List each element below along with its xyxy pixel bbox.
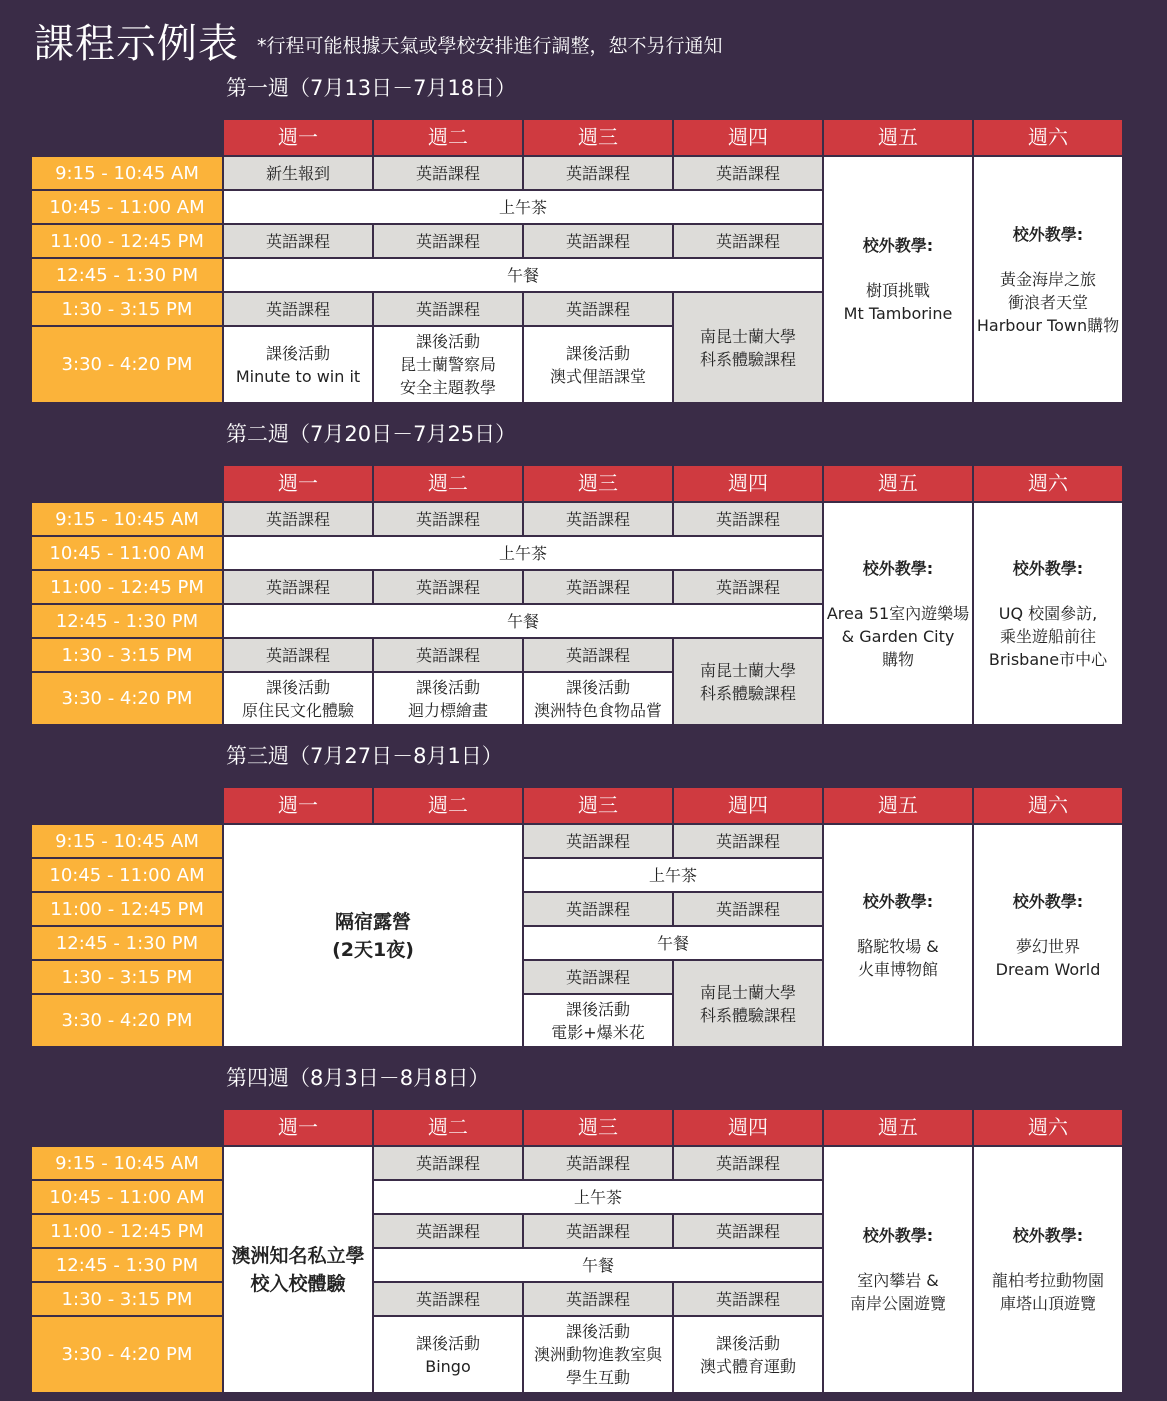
week-title: 第一週（7月13日－7月18日） <box>226 76 517 100</box>
field-trip-cell <box>974 825 1122 1046</box>
day-header: 週一 <box>224 466 372 501</box>
field-trip-label: 校外教學: <box>1012 224 1084 244</box>
class-cell: 英語課程 <box>374 225 522 257</box>
corner-spacer <box>32 466 222 501</box>
activity-label: 課後活動 <box>415 677 480 697</box>
activity-name: 澳式體育運動 <box>699 1356 796 1376</box>
day-header: 週三 <box>524 466 672 501</box>
time-slot: 1:30 - 3:15 PM <box>32 293 222 325</box>
class-cell: 新生報到 <box>224 157 372 189</box>
field-trip-cell <box>974 157 1122 402</box>
field-trip-line: 南岸公園遊覽 <box>849 1294 946 1313</box>
field-trip-line: 龍柏考拉動物園 <box>991 1271 1104 1290</box>
day-header: 週四 <box>674 788 822 823</box>
activity-cell <box>374 1317 522 1392</box>
day-header: 週一 <box>224 120 372 155</box>
field-trip-cell <box>824 825 972 1046</box>
class-cell: 英語課程 <box>224 571 372 603</box>
activity-label: 課後活動 <box>565 999 630 1019</box>
time-slot: 3:30 - 4:20 PM <box>32 1317 222 1392</box>
time-slot: 12:45 - 1:30 PM <box>32 259 222 291</box>
field-trip-label: 校外教學: <box>1012 1226 1084 1245</box>
time-slot: 10:45 - 11:00 AM <box>32 537 222 569</box>
day-header: 週五 <box>824 1110 972 1145</box>
time-slot: 1:30 - 3:15 PM <box>32 639 222 671</box>
activity-name: 迴力標繪畫 <box>407 700 488 720</box>
class-cell: 英語課程 <box>674 571 822 603</box>
lunch-cell: 午餐 <box>224 605 822 637</box>
field-trip-line: Dream World <box>995 960 1101 979</box>
field-trip-line: 火車博物館 <box>857 960 938 979</box>
time-slot: 11:00 - 12:45 PM <box>32 571 222 603</box>
tea-break-cell: 上午茶 <box>224 191 822 223</box>
class-cell: 英語課程 <box>524 961 672 993</box>
day-header: 週二 <box>374 1110 522 1145</box>
field-trip-cell <box>974 1147 1122 1392</box>
lunch-cell: 午餐 <box>224 259 822 291</box>
class-cell: 英語課程 <box>674 1147 822 1179</box>
field-trip-line: 樹頂挑戰 <box>865 281 930 300</box>
activity-cell <box>524 673 672 724</box>
field-trip-line: UQ 校園參訪, <box>998 603 1098 623</box>
class-cell: 英語課程 <box>674 1283 822 1315</box>
time-slot: 10:45 - 11:00 AM <box>32 191 222 223</box>
day-header: 週一 <box>224 1110 372 1145</box>
day-header: 週六 <box>974 120 1122 155</box>
time-slot: 1:30 - 3:15 PM <box>32 961 222 993</box>
day-header: 週四 <box>674 120 822 155</box>
week-title: 第三週（7月27日－8月1日） <box>226 744 503 768</box>
tea-break-cell: 上午茶 <box>224 537 822 569</box>
day-header: 週六 <box>974 466 1122 501</box>
activity-name: 澳洲動物進教室與 <box>533 1345 662 1364</box>
activity-name: 澳式俚語課堂 <box>549 366 646 386</box>
day-header: 週一 <box>224 788 372 823</box>
class-cell: 英語課程 <box>524 293 672 325</box>
class-cell: 英語課程 <box>374 1147 522 1179</box>
field-trip-line: Harbour Town購物 <box>976 315 1120 335</box>
field-trip-label: 校外教學: <box>862 236 934 255</box>
activity-label: 課後活動 <box>265 343 330 363</box>
field-trip-line: 黃金海岸之旅 <box>999 269 1096 289</box>
camp-cell <box>224 825 522 1046</box>
school-visit-line: 澳洲知名私立學 <box>231 1244 365 1267</box>
class-cell: 英語課程 <box>374 157 522 189</box>
class-cell: 英語課程 <box>524 639 672 671</box>
field-trip-line: 乘坐遊船前往 <box>999 626 1096 646</box>
class-cell: 英語課程 <box>674 503 822 535</box>
class-cell: 英語課程 <box>524 1283 672 1315</box>
time-slot: 9:15 - 10:45 AM <box>32 825 222 857</box>
time-slot: 9:15 - 10:45 AM <box>32 157 222 189</box>
field-trip-line: 庫塔山頂遊覽 <box>999 1294 1096 1313</box>
time-slot: 10:45 - 11:00 AM <box>32 859 222 891</box>
day-header: 週五 <box>824 466 972 501</box>
corner-spacer <box>32 120 222 155</box>
time-slot: 11:00 - 12:45 PM <box>32 225 222 257</box>
time-slot: 3:30 - 4:20 PM <box>32 327 222 402</box>
day-header: 週六 <box>974 1110 1122 1145</box>
week-3-timetable <box>32 788 1122 1046</box>
field-trip-label: 校外教學: <box>1012 558 1084 578</box>
activity-name: 學生互動 <box>565 1368 630 1387</box>
class-cell: 英語課程 <box>374 293 522 325</box>
corner-spacer <box>32 1110 222 1145</box>
class-cell: 英語課程 <box>224 293 372 325</box>
activity-cell <box>524 995 672 1046</box>
day-header: 週三 <box>524 788 672 823</box>
field-trip-line: 購物 <box>881 649 914 669</box>
field-trip-label: 校外教學: <box>1012 892 1084 911</box>
class-cell: 英語課程 <box>224 503 372 535</box>
time-slot: 10:45 - 11:00 AM <box>32 1181 222 1213</box>
activity-label: 課後活動 <box>565 677 630 697</box>
class-cell: 英語課程 <box>674 225 822 257</box>
lunch-cell: 午餐 <box>524 927 822 959</box>
school-visit-cell <box>224 1147 372 1392</box>
school-visit-line: 校入校體驗 <box>250 1272 346 1295</box>
class-cell: 英語課程 <box>524 1147 672 1179</box>
uq-class-cell <box>674 639 822 724</box>
week-2-timetable <box>32 466 1122 724</box>
field-trip-line: & Garden City <box>841 626 955 646</box>
activity-label: 課後活動 <box>565 343 630 363</box>
activity-cell <box>224 327 372 402</box>
time-slot: 11:00 - 12:45 PM <box>32 893 222 925</box>
uq-line: 南昆士蘭大學 <box>699 660 796 680</box>
time-slot: 12:45 - 1:30 PM <box>32 605 222 637</box>
class-cell: 英語課程 <box>224 225 372 257</box>
activity-label: 課後活動 <box>265 677 330 697</box>
uq-class-cell <box>674 961 822 1046</box>
field-trip-label: 校外教學: <box>862 558 934 578</box>
activity-cell <box>524 327 672 402</box>
tea-break-cell: 上午茶 <box>524 859 822 891</box>
corner-spacer <box>32 788 222 823</box>
uq-line: 南昆士蘭大學 <box>699 982 796 1002</box>
class-cell: 英語課程 <box>674 825 822 857</box>
activity-name: Minute to win it <box>235 366 361 386</box>
time-slot: 3:30 - 4:20 PM <box>32 995 222 1046</box>
class-cell: 英語課程 <box>674 893 822 925</box>
field-trip-line: 夢幻世界 <box>1015 937 1080 956</box>
class-cell: 英語課程 <box>524 225 672 257</box>
uq-line: 科系體驗課程 <box>699 683 796 703</box>
lunch-cell: 午餐 <box>374 1249 822 1281</box>
field-trip-cell <box>824 157 972 402</box>
day-header: 週三 <box>524 120 672 155</box>
activity-cell <box>524 1317 672 1392</box>
class-cell: 英語課程 <box>524 1215 672 1247</box>
field-trip-label: 校外教學: <box>862 892 934 911</box>
activity-cell <box>674 1317 822 1392</box>
field-trip-line: 駱駝牧場 & <box>857 937 939 956</box>
activity-cell <box>224 673 372 724</box>
class-cell: 英語課程 <box>374 1215 522 1247</box>
activity-label: 課後活動 <box>565 1322 630 1341</box>
field-trip-cell <box>824 1147 972 1392</box>
field-trip-cell <box>974 503 1122 724</box>
uq-line: 科系體驗課程 <box>699 349 796 369</box>
tea-break-cell: 上午茶 <box>374 1181 822 1213</box>
activity-cell <box>374 673 522 724</box>
day-header: 週四 <box>674 466 822 501</box>
class-cell: 英語課程 <box>524 825 672 857</box>
time-slot: 12:45 - 1:30 PM <box>32 927 222 959</box>
day-header: 週二 <box>374 788 522 823</box>
class-cell: 英語課程 <box>524 893 672 925</box>
field-trip-label: 校外教學: <box>862 1226 934 1245</box>
class-cell: 英語課程 <box>374 571 522 603</box>
class-cell: 英語課程 <box>524 571 672 603</box>
time-slot: 3:30 - 4:20 PM <box>32 673 222 724</box>
class-cell: 英語課程 <box>374 1283 522 1315</box>
class-cell: 英語課程 <box>674 1215 822 1247</box>
schedule-note: *行程可能根據天氣或學校安排進行調整，恕不另行通知 <box>257 35 723 57</box>
class-cell: 英語課程 <box>674 157 822 189</box>
class-cell: 英語課程 <box>224 639 372 671</box>
field-trip-line: 室內攀岩 & <box>857 1271 939 1290</box>
week-title: 第四週（8月3日－8月8日） <box>226 1066 490 1090</box>
time-slot: 9:15 - 10:45 AM <box>32 1147 222 1179</box>
class-cell: 英語課程 <box>524 157 672 189</box>
activity-label: 課後活動 <box>415 1333 480 1353</box>
day-header: 週五 <box>824 788 972 823</box>
activity-label: 課後活動 <box>715 1333 780 1353</box>
week-4-timetable <box>32 1110 1122 1392</box>
activity-cell <box>374 327 522 402</box>
field-trip-line: Mt Tamborine <box>843 304 953 323</box>
field-trip-cell <box>824 503 972 724</box>
field-trip-line: 衝浪者天堂 <box>1007 292 1088 312</box>
day-header: 週五 <box>824 120 972 155</box>
day-header: 週三 <box>524 1110 672 1145</box>
time-slot: 11:00 - 12:45 PM <box>32 1215 222 1247</box>
activity-label: 課後活動 <box>415 332 480 351</box>
week-title: 第二週（7月20日－7月25日） <box>226 422 517 446</box>
uq-class-cell <box>674 293 822 402</box>
uq-line: 南昆士蘭大學 <box>699 326 796 346</box>
camp-line: (2天1夜) <box>332 938 414 961</box>
activity-name: 原住民文化體驗 <box>241 700 354 720</box>
camp-line: 隔宿露營 <box>334 910 411 933</box>
uq-line: 科系體驗課程 <box>699 1005 796 1025</box>
page-title: 課程示例表 <box>34 21 239 67</box>
activity-name: 澳洲特色食物品嘗 <box>533 700 662 720</box>
activity-name: 安全主題教學 <box>399 378 496 397</box>
time-slot: 12:45 - 1:30 PM <box>32 1249 222 1281</box>
activity-name: Bingo <box>425 1356 471 1376</box>
day-header: 週六 <box>974 788 1122 823</box>
time-slot: 9:15 - 10:45 AM <box>32 503 222 535</box>
day-header: 週二 <box>374 120 522 155</box>
day-header: 週四 <box>674 1110 822 1145</box>
field-trip-line: Brisbane市中心 <box>988 649 1108 669</box>
activity-name: 電影+爆米花 <box>551 1022 645 1042</box>
class-cell: 英語課程 <box>374 639 522 671</box>
class-cell: 英語課程 <box>374 503 522 535</box>
time-slot: 1:30 - 3:15 PM <box>32 1283 222 1315</box>
day-header: 週二 <box>374 466 522 501</box>
week-1-timetable <box>32 120 1122 402</box>
class-cell: 英語課程 <box>524 503 672 535</box>
activity-name: 昆士蘭警察局 <box>399 355 496 374</box>
field-trip-line: Area 51室內遊樂場 <box>826 603 970 623</box>
